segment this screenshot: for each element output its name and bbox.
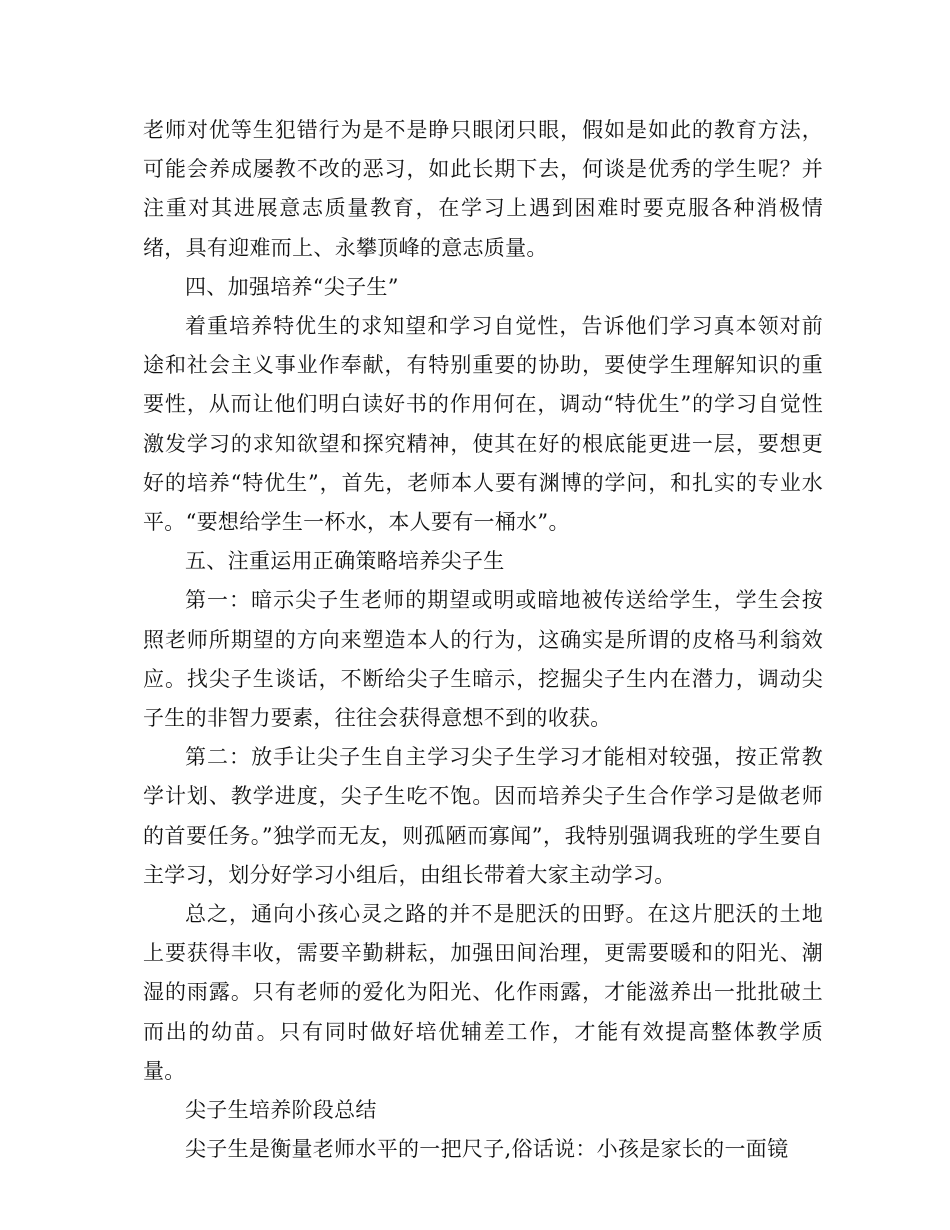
paragraph-continuation: 老师对优等生犯错行为是不是睁只眼闭只眼，假如是如此的教育方法，可能会养成屡教不改的恶习，如此长期下去，何谈是优秀的学生呢？并注重对其进展意志质量教育，在学习上遇到困难时要克服各种消极情绪，具有迎难而上、永攀顶峰的意志质量。 bbox=[143, 118, 823, 260]
paragraph-summary-intro: 尖子生是衡量老师水平的一把尺子,俗话说：小孩是家长的一面镜 bbox=[185, 1137, 789, 1162]
paragraph-strategy-two: 第二：放手让尖子生自主学习尖子生学习才能相对较强，按正常教学计划、教学进度，尖子生吃不饱。因而培养尖子生合作学习是做老师的首要任务。”独学而无友，则孤陋而寡闻”，我特别强调我班的学生要自主学习，划分好学习小组后，由组长带着大家主动学习。 bbox=[143, 745, 823, 887]
paragraph-conclusion: 总之，通向小孩心灵之路的并不是肥沃的田野。在这片肥沃的土地上要获得丰收，需要辛勤耕耘，加强田间治理，更需要暖和的阳光、潮湿的雨露。只有老师的爱化为阳光、化作雨露，才能滋养出一批批破土而出的幼苗。只有同时做好培优辅差工作，才能有效提高整体教学质量。 bbox=[143, 902, 823, 1083]
section-heading-five: 五、注重运用正确策略培养尖子生 bbox=[185, 549, 505, 574]
subtitle-stage-summary: 尖子生培养阶段总结 bbox=[185, 1098, 377, 1123]
document-body bbox=[143, 111, 823, 1169]
section-heading-four: 四、加强培养“尖子生” bbox=[185, 274, 399, 299]
paragraph-strategy-one: 第一：暗示尖子生老师的期望或明或暗地被传送给学生，学生会按照老师所期望的方向来塑造本人的行为，这确实是所谓的皮格马利翁效应。找尖子生谈话，不断给尖子生暗示，挖掘尖子生内在潜力，调动尖子生的非智力要素，往往会获得意想不到的收获。 bbox=[143, 588, 823, 731]
paragraph-top-student-motivation: 着重培养特优生的求知望和学习自觉性，告诉他们学习真本领对前途和社会主义事业作奉献，有特别重要的协助，要使学生理解知识的重要性，从而让他们明白读好书的作用何在，调动“特优生”的学习自觉性激发学习的求知欲望和探究精神，使其在好的根底能更进一层，要想更好的培养“特优生”，首先，老师本人要有渊博的学问，和扎实的专业水平。“要想给学生一杯水，本人要有一桶水”。 bbox=[143, 314, 823, 535]
